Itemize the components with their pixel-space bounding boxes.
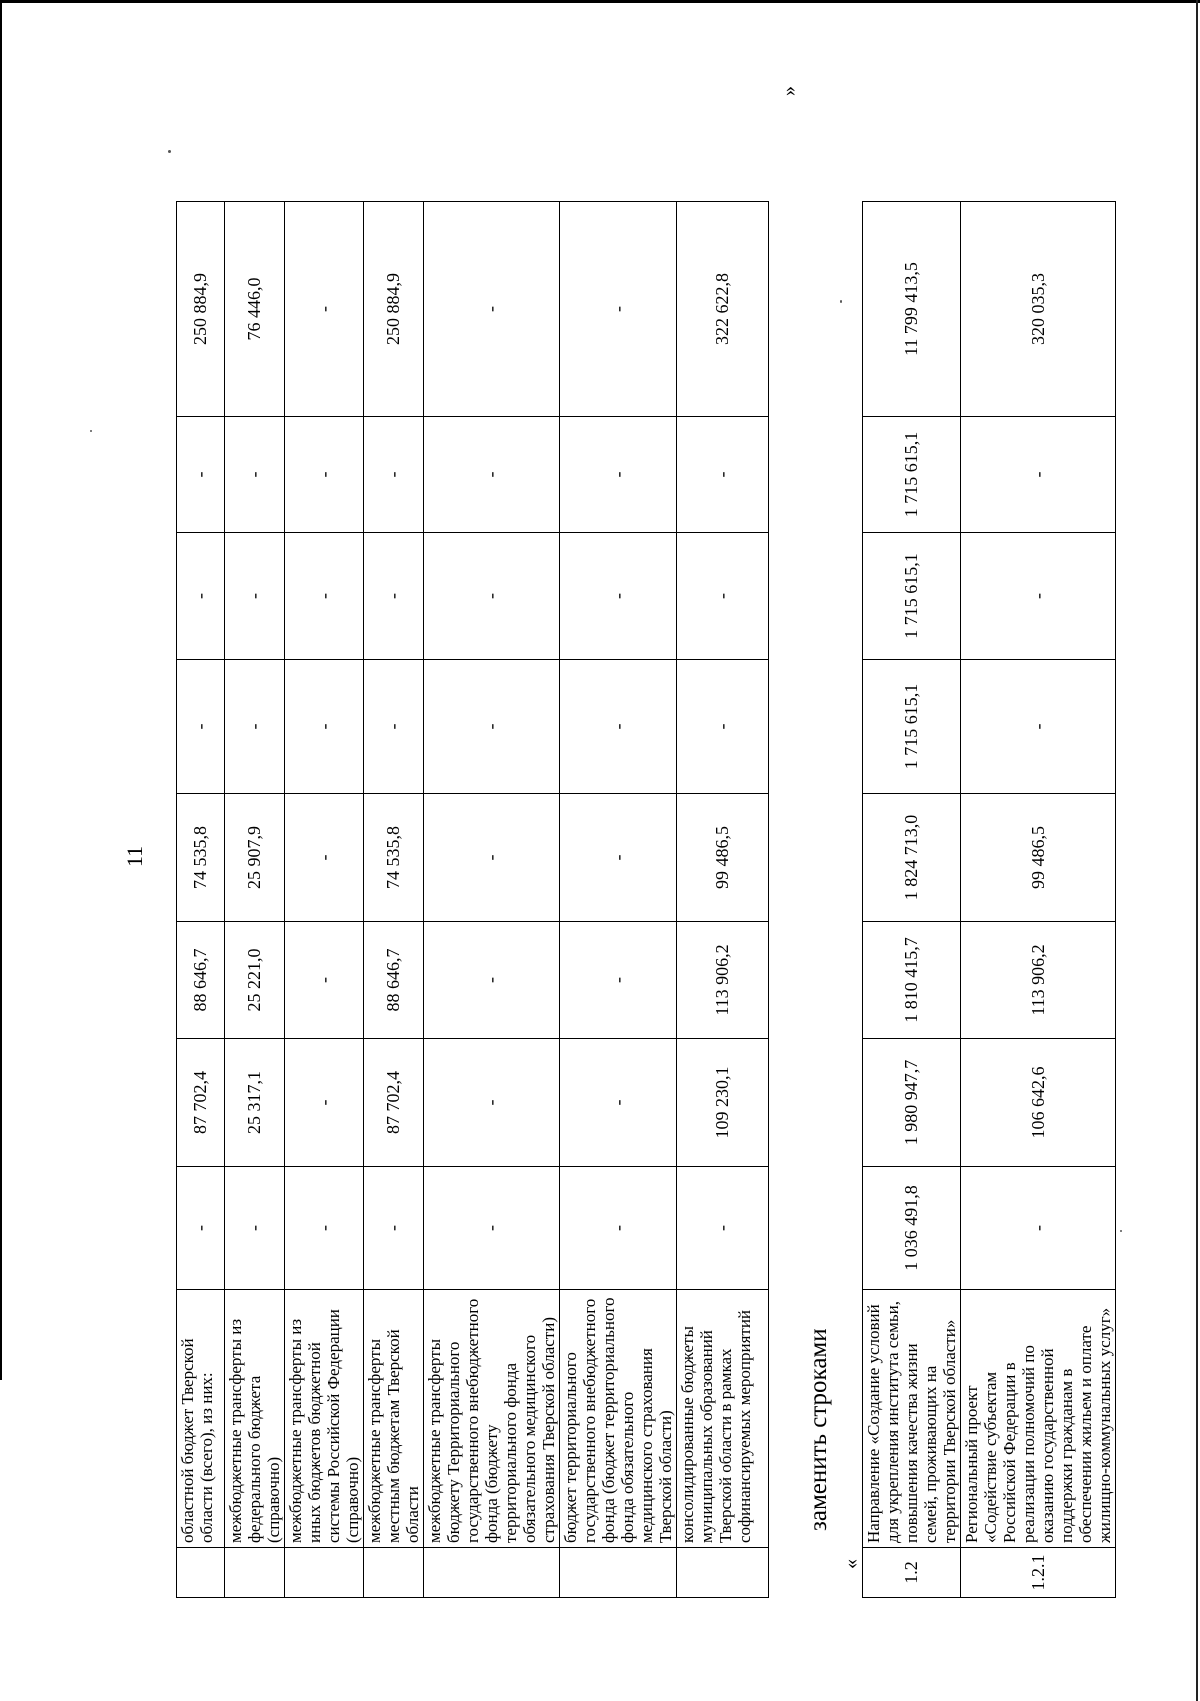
value-cell: 74 535,8 bbox=[177, 794, 225, 922]
value-cell: - bbox=[225, 660, 285, 794]
value-cell: - bbox=[560, 922, 677, 1039]
value-cell: - bbox=[285, 794, 364, 922]
value-cell: - bbox=[364, 1167, 424, 1290]
value-cell: 25 907,9 bbox=[225, 794, 285, 922]
value-cell: 11 799 413,5 bbox=[863, 202, 961, 417]
value-cell: 113 906,2 bbox=[961, 922, 1116, 1039]
row-index-cell bbox=[677, 1548, 769, 1598]
value-cell: 74 535,8 bbox=[364, 794, 424, 922]
value-cell: - bbox=[677, 417, 769, 533]
value-cell: - bbox=[424, 794, 560, 922]
row-index: 1.2 bbox=[863, 1548, 961, 1598]
value-cell: - bbox=[677, 1167, 769, 1290]
value-cell: - bbox=[285, 660, 364, 794]
value-cell: 87 702,4 bbox=[177, 1039, 225, 1167]
value-cell: 25 317,1 bbox=[225, 1039, 285, 1167]
table-row bbox=[560, 202, 677, 1598]
page-number: 11 bbox=[122, 845, 147, 867]
value-cell: 1 715 615,1 bbox=[863, 417, 961, 533]
closing-quote: » bbox=[778, 86, 800, 96]
value-cell: - bbox=[560, 1167, 677, 1290]
row-label: межбюджетные трансферты из федерального бюджета (справочно) bbox=[225, 1290, 285, 1548]
value-cell: - bbox=[225, 417, 285, 533]
value-cell: - bbox=[364, 533, 424, 660]
value-cell: - bbox=[424, 202, 560, 417]
value-cell: - bbox=[364, 660, 424, 794]
value-cell: - bbox=[424, 533, 560, 660]
table-row bbox=[364, 202, 424, 1598]
value-cell: - bbox=[961, 533, 1116, 660]
value-cell: 109 230,1 bbox=[677, 1039, 769, 1167]
value-cell: - bbox=[560, 794, 677, 922]
value-cell: 1 715 615,1 bbox=[863, 660, 961, 794]
value-cell: - bbox=[560, 202, 677, 417]
value-cell: 88 646,7 bbox=[364, 922, 424, 1039]
row-index-cell bbox=[285, 1548, 364, 1598]
value-cell: - bbox=[424, 417, 560, 533]
value-cell: 1 036 491,8 bbox=[863, 1167, 961, 1290]
row-index-cell bbox=[177, 1548, 225, 1598]
value-cell: - bbox=[285, 922, 364, 1039]
value-cell: - bbox=[424, 1039, 560, 1167]
value-cell: 99 486,5 bbox=[961, 794, 1116, 922]
value-cell: 87 702,4 bbox=[364, 1039, 424, 1167]
value-cell: - bbox=[961, 660, 1116, 794]
row-label: Региональный проект «Содействие субъектам Российской Федерации в реализации полномочий по оказанию государственной поддержки гражданам в обеспечении жильем и оплате жилищно-коммунальных услуг» bbox=[961, 1290, 1116, 1548]
value-cell: - bbox=[560, 660, 677, 794]
value-cell: - bbox=[177, 1167, 225, 1290]
value-cell: - bbox=[225, 1167, 285, 1290]
value-cell: - bbox=[177, 660, 225, 794]
row-label: межбюджетные трансферты бюджету Территориального государственного внебюджетного фонда (бюджету территориального фонда обязательного медицинского страхования Тверской области) bbox=[424, 1290, 560, 1548]
opening-quote: « bbox=[840, 1559, 862, 1569]
value-cell: - bbox=[677, 660, 769, 794]
value-cell: - bbox=[424, 660, 560, 794]
value-cell: - bbox=[285, 417, 364, 533]
row-label: консолидированные бюджеты муниципальных образований Тверской области в рамках софинансируемых мероприятий bbox=[677, 1290, 769, 1548]
replace-with-rows-instruction: заменить строками bbox=[805, 1328, 832, 1531]
value-cell: - bbox=[424, 922, 560, 1039]
value-cell: 25 221,0 bbox=[225, 922, 285, 1039]
row-label: межбюджетные трансферты из иных бюджетов бюджетной системы Российской Федерации (справочно) bbox=[285, 1290, 364, 1548]
value-cell: 1 980 947,7 bbox=[863, 1039, 961, 1167]
replacement-table bbox=[862, 201, 1116, 1598]
table-row bbox=[677, 202, 769, 1598]
value-cell: 99 486,5 bbox=[677, 794, 769, 922]
value-cell: - bbox=[677, 533, 769, 660]
value-cell: - bbox=[961, 1167, 1116, 1290]
table-row bbox=[285, 202, 364, 1598]
row-index: 1.2.1 bbox=[961, 1548, 1116, 1598]
value-cell: 1 824 713,0 bbox=[863, 794, 961, 922]
value-cell: 320 035,3 bbox=[961, 202, 1116, 417]
value-cell: - bbox=[285, 1167, 364, 1290]
value-cell: 88 646,7 bbox=[177, 922, 225, 1039]
value-cell: - bbox=[961, 417, 1116, 533]
value-cell: 113 906,2 bbox=[677, 922, 769, 1039]
table-row bbox=[863, 202, 961, 1598]
table-row bbox=[225, 202, 285, 1598]
value-cell: - bbox=[177, 533, 225, 660]
row-index-cell bbox=[364, 1548, 424, 1598]
table-row bbox=[177, 202, 225, 1598]
value-cell: - bbox=[285, 1039, 364, 1167]
value-cell: 250 884,9 bbox=[177, 202, 225, 417]
row-index-cell bbox=[560, 1548, 677, 1598]
value-cell: - bbox=[177, 417, 225, 533]
value-cell: - bbox=[364, 417, 424, 533]
value-cell: 106 642,6 bbox=[961, 1039, 1116, 1167]
value-cell: - bbox=[560, 533, 677, 660]
value-cell: 322 622,8 bbox=[677, 202, 769, 417]
row-index-cell bbox=[424, 1548, 560, 1598]
value-cell: - bbox=[285, 202, 364, 417]
value-cell: 1 810 415,7 bbox=[863, 922, 961, 1039]
value-cell: 250 884,9 bbox=[364, 202, 424, 417]
table-row bbox=[961, 202, 1116, 1598]
table-row bbox=[424, 202, 560, 1598]
row-label: межбюджетные трансферты местным бюджетам Тверской области bbox=[364, 1290, 424, 1548]
row-label: Направление «Создание условий для укрепления института семьи, повышения качества жизни семей, проживающих на территории Тверской области» bbox=[863, 1290, 961, 1548]
value-cell: - bbox=[285, 533, 364, 660]
budget-table-continued bbox=[176, 201, 769, 1598]
value-cell: - bbox=[560, 1039, 677, 1167]
row-label: бюджет территориального государственного внебюджетного фонда (бюджет территориального фонда обязательного медицинского страхования Тверской области) bbox=[560, 1290, 677, 1548]
row-label: областной бюджет Тверской области (всего), из них: bbox=[177, 1290, 225, 1548]
value-cell: - bbox=[225, 533, 285, 660]
value-cell: - bbox=[560, 417, 677, 533]
value-cell: 1 715 615,1 bbox=[863, 533, 961, 660]
row-index-cell bbox=[225, 1548, 285, 1598]
value-cell: - bbox=[424, 1167, 560, 1290]
value-cell: 76 446,0 bbox=[225, 202, 285, 417]
